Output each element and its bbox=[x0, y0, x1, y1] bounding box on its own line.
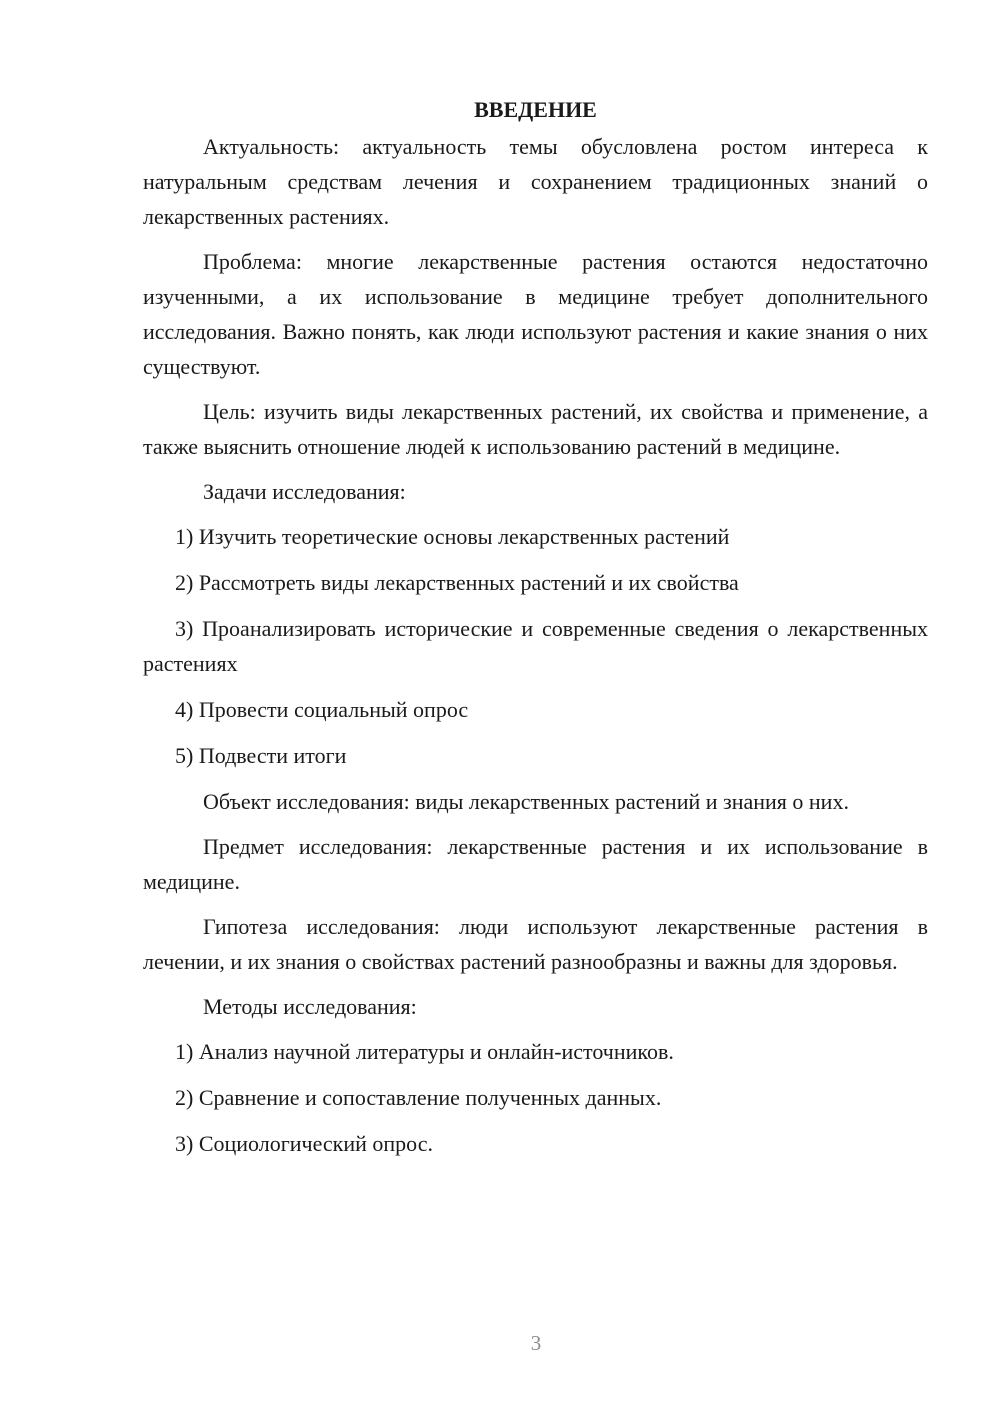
problem-paragraph: Проблема: многие лекарственные растения остаются недостаточно изученными, а их использование в медицине требует дополнительного исследования. Важно понять, как люди используют растения и какие знания о них существуют. bbox=[143, 249, 928, 379]
task-item: 2) Рассмотреть виды лекарственных растений и их свойства bbox=[175, 570, 739, 595]
method-item: 2) Сравнение и сопоставление полученных данных. bbox=[175, 1085, 662, 1110]
task-item: 3) Проанализировать исторические и современные сведения о лекарственных растениях bbox=[143, 616, 928, 676]
tasks-heading: Задачи исследования: bbox=[203, 479, 406, 504]
methods-heading: Методы исследования: bbox=[203, 994, 417, 1019]
page-content bbox=[143, 92, 928, 1172]
page-number: 3 bbox=[530, 1331, 542, 1355]
object-paragraph: Объект исследования: виды лекарственных растений и знания о них. bbox=[203, 789, 849, 814]
hypothesis-paragraph: Гипотеза исследования: люди используют лекарственные растения в лечении, и их знания о свойствах растений разнообразны и важны для здоровья. bbox=[143, 914, 928, 974]
subject-paragraph: Предмет исследования: лекарственные растения и их использование в медицине. bbox=[143, 834, 928, 894]
method-item: 3) Социологический опрос. bbox=[175, 1131, 433, 1156]
goal-paragraph: Цель: изучить виды лекарственных растений, их свойства и применение, а также выяснить отношение людей к использованию растений в медицине. bbox=[143, 399, 928, 459]
task-item: 4) Провести социальный опрос bbox=[175, 697, 469, 722]
method-item: 1) Анализ научной литературы и онлайн-источников. bbox=[175, 1039, 674, 1064]
relevance-paragraph: Актуальность: актуальность темы обусловлена ростом интереса к натуральным средствам лечения и сохранением традиционных знаний о лекарственных растениях. bbox=[143, 134, 928, 229]
task-item: 1) Изучить теоретические основы лекарственных растений bbox=[175, 524, 730, 549]
page-title: ВВЕДЕНИЕ bbox=[474, 97, 597, 122]
task-item: 5) Подвести итоги bbox=[175, 743, 347, 768]
